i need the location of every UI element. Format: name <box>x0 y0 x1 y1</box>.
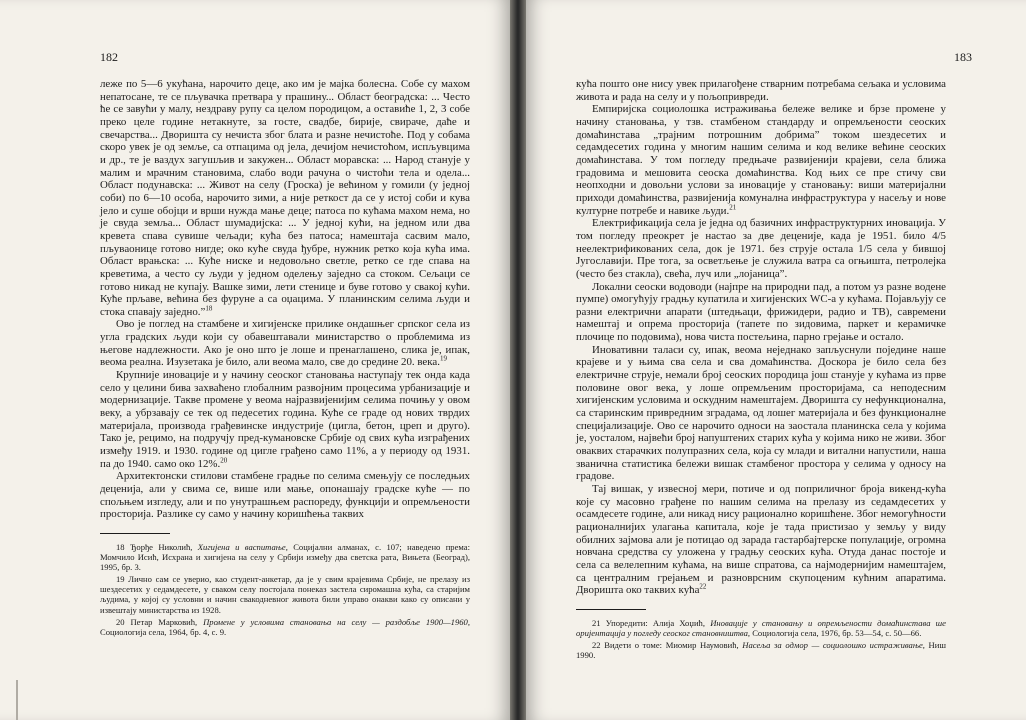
footnote-divider <box>576 609 646 610</box>
paragraph: Тај вишак, у извесној мери, потиче и од поприличног броја викенд-кућа које су масовно грађене по нашим селима на прелазу из седамдесетих у осамдесете године, али никад нису рационално коришћене. Због немогућности рационалнијих улагања капитала, које је тада пристизао у земљу у виду обилних зајмова али је потицао од зарада гастарбајтерске популације, огромна новчана средства су уложена у градњу сеоских кућа. Отуда данас постоје и села са велелепним кућама, на више спратова, са најмодернијим намештајем, са централним грејањем и разноврсним скупоценим кућним апаратима. Дворишта око таквих кућа$^{22}$ <box>576 483 946 597</box>
paragraph: Иновативни таласи су, ипак, веома неједнако запљуснули поједине наше крајеве и у њима сва села и сва домаћинства. Доскора је било села без електричне струје, немали број сеоских породица још станује у кућама из прве половине овог века, у лоше опремљеним просторијама, са неподесним хигијенским условима и оскудним намештајем. Дворишта су нефункционална, са старинским привредним зградама, од лошег материјала и без функционалне специјализације. Ово се нарочито односи на заостала планинска села у којима је, уосталом, највећи број напуштених старих кућа у којима нико не живи. Због оваквих старачких полупразних села, која су млади и витални напустили, наша званична статистика бележи вишак стамбеног простора у селима у односу на градове. <box>576 343 946 483</box>
footnote: 19 Лично сам се уверио, као студент-анкетар, да је у свим крајевима Србије, не прелазу из шездесетих у седамдесете, у сваком селу постојала понеказ застела сиромашна кућа, са старијим људима, у којој су условни и начин свакодневног живота били управо онакви како су описани у извештају министарства из 1928. <box>100 574 470 615</box>
footnote-ref: 21 <box>729 202 737 211</box>
paragraph: Крупније иновације и у начину сеоског становања наступају тек онда када село у целини бива захваћено глобалним развојним процесима урбанизације и модернизације. Такве промене у веома најразвијенијим селима почињу у овом веку, а убрзавају се тек од педесетих година. Куће се граде од нових тврдих материјала, производа грађевинске индустрије (цигла, бетон, цреп и друго). Тако је, рецимо, на подручју пред-кумановске Србије од свих кућа изграђених између 1919. и 1930. године од цигле грађено само 11%, а у периоду од 1931. па до 1940. само око 12%.$^{20}$ <box>100 369 470 470</box>
paragraph: Ово је поглед на стамбене и хигијенске прилике ондашњег српског села из угла градских људи који су обавештавали министарство о проблемима из његове надлежности. Ако је оно што је лоше и пренаглашено, слика је, ипак, веома реална. Изузетака је било, али веома мало, све до средине 20. века.$^{19}$ <box>100 318 470 369</box>
paragraph: Архитектонски стилови стамбене градње по селима смењују се последњих деценија, али у свима се, више или мање, опонашају градске куће — по спољњем изгледу, али и по унутрашњем распореду, функцији и опремљености просторија. Разлике су само у начину коришћења таквих <box>100 470 470 521</box>
footnote-ref: 19 <box>439 354 447 363</box>
right-page-body <box>576 78 946 662</box>
page-number: 183 <box>954 50 972 64</box>
paragraph: Локални сеоски водоводи (најпре на природни пад, а потом уз разне водене пумпе) омогућују градњу купатила и хигијенских WC-а у кућама. Појављују се разни електрични апарати (штедњаци, фрижидери, радио и ТВ), савремени намештај и опрема просторија (тапете по зидовима, паркет и керамичке плочице по подовима), нова чиста постељина, парно грејање и остало. <box>576 280 946 344</box>
left-page <box>0 0 510 720</box>
book-gutter <box>510 0 526 720</box>
right-page <box>526 0 1026 720</box>
paragraph: леже по 5—6 укућана, нарочито деце, ако им је мајка болесна. Собе су махом непатосане, те се пљувачка претвара у прашину... Област београдска: ... Често ће се завући у малу, нездраву рупу са целом породицом, а оставиће 1, 2, 3 собе преко целе године нетакнуте, за госте, свадбе, бирије, свираче, даће и свечарства... Дворишта су нечиста због блата и разне нечистоће. Под у собама скоро увек је од земље, са отпацима од јела, дечијом нечистоћом, испљувцима и др., те је ваздух загушљив и закужен... Област моравска: ... Народ станује у малим и мрачним становима, слабо води рачуна о чистоћи тела и одела... Област подунавска: ... Живот на селу (Грocка) је већином у гомили (у једној соби) по 6—10 особа, нарочито зими, а није реткост да се у истој соби и кува јело и суше обојци и врши нужда мање деце; патоса по кућама махом нема, но је свуда земља... Област шумадијска: ... У једној кући, на једном или два кревета спава сувише чељади; кућа без патоса; намештаја сасвим мало, пљувaоницe готово нигде; око куће свуда ђубре, нужник ретко која кућа има. Област врањска: ... Куће ниске и недовољно светле, ретко се где спава на креветима, а често су људи у једном оделењу заједно са стоком. Сељаци се готово никад не купају. Вашке зими, лети стенице и буве готово у свакој кући. Куће прљаве, већина без фуруне а са оџацима. У планинским селима људи и стока спавају заједно.”$^{18}$ <box>100 78 470 318</box>
footnote-divider <box>100 533 170 534</box>
footnote: 20 Петар Марковић, Промене у условима становања на селу — раздобље 1900—1960, Социологија села, 1964, бр. 4, с. 9. <box>100 616 471 637</box>
paragraph: Емпиријска социолошка истраживања бележе велике и брзе промене у начину становања, у тзв. стамбеном стандарду и опремљености сеоских домаћинстава „трајним потрошним добрима” током шездесетих и седамдесетих година у многим нашим селима и код велике већине сеоских домаћинстава. У том погледу предњаче развијенији крајеви, села ближа градовима и мешовита сеоска домаћинства. Код њих се пре стичу сви неопходни и довољни услови за иновације у становању: виши материјални приходи домаћинства, развијенија комунална инфраструктура у насељу и нове културне потребе и навике људи.$^{21}$ <box>576 103 946 217</box>
page-edge-mark <box>16 680 18 720</box>
footnote-ref: 18 <box>205 304 213 313</box>
footnote: 18 Ђорђе Николић, Хигијена и васпитање, Социјални алманах, с. 107; наведено према: Момчило Исић, Исхрана и хигијена на селу у Србији између два светска рата, Вињета (Београд), 1995, бр. 3. <box>100 541 470 573</box>
footnote-ref: 22 <box>699 582 707 591</box>
paragraph: кућа пошто оне нису увек прилагођене стварним потребама сељака и условима живота и рада на селу и у пољопривреди. <box>576 78 946 103</box>
footnote: 22 Видети о томе: Миомир Наумовић, Насеља за одмор — социолошко истраживање, Ниш 1990. <box>576 640 946 661</box>
left-page-body <box>100 78 470 639</box>
footnote: 21 Упоредити: Алија Хоџић, Иновације у становању и опремљености домаћинстава ше оријентација у погледу сеоског становништва, Социологија села, 1976, бр. 53—54, с. 50—66. <box>576 617 946 638</box>
footnote-ref: 20 <box>220 456 228 465</box>
paragraph: Електрификација села је једна од базичних инфраструктурних иновација. У том погледу преокрет је настао за две деценије, када је 1951. било 4/5 неелектрификованих села, док је 1971. без струје остала 1/5 села у бившој Југославији. Пре тога, за осветљење је служила ватра са огњишта, петролејка (често без стакла), свећа, луч или „лојаница”. <box>576 217 946 280</box>
page-number: 182 <box>100 50 118 64</box>
